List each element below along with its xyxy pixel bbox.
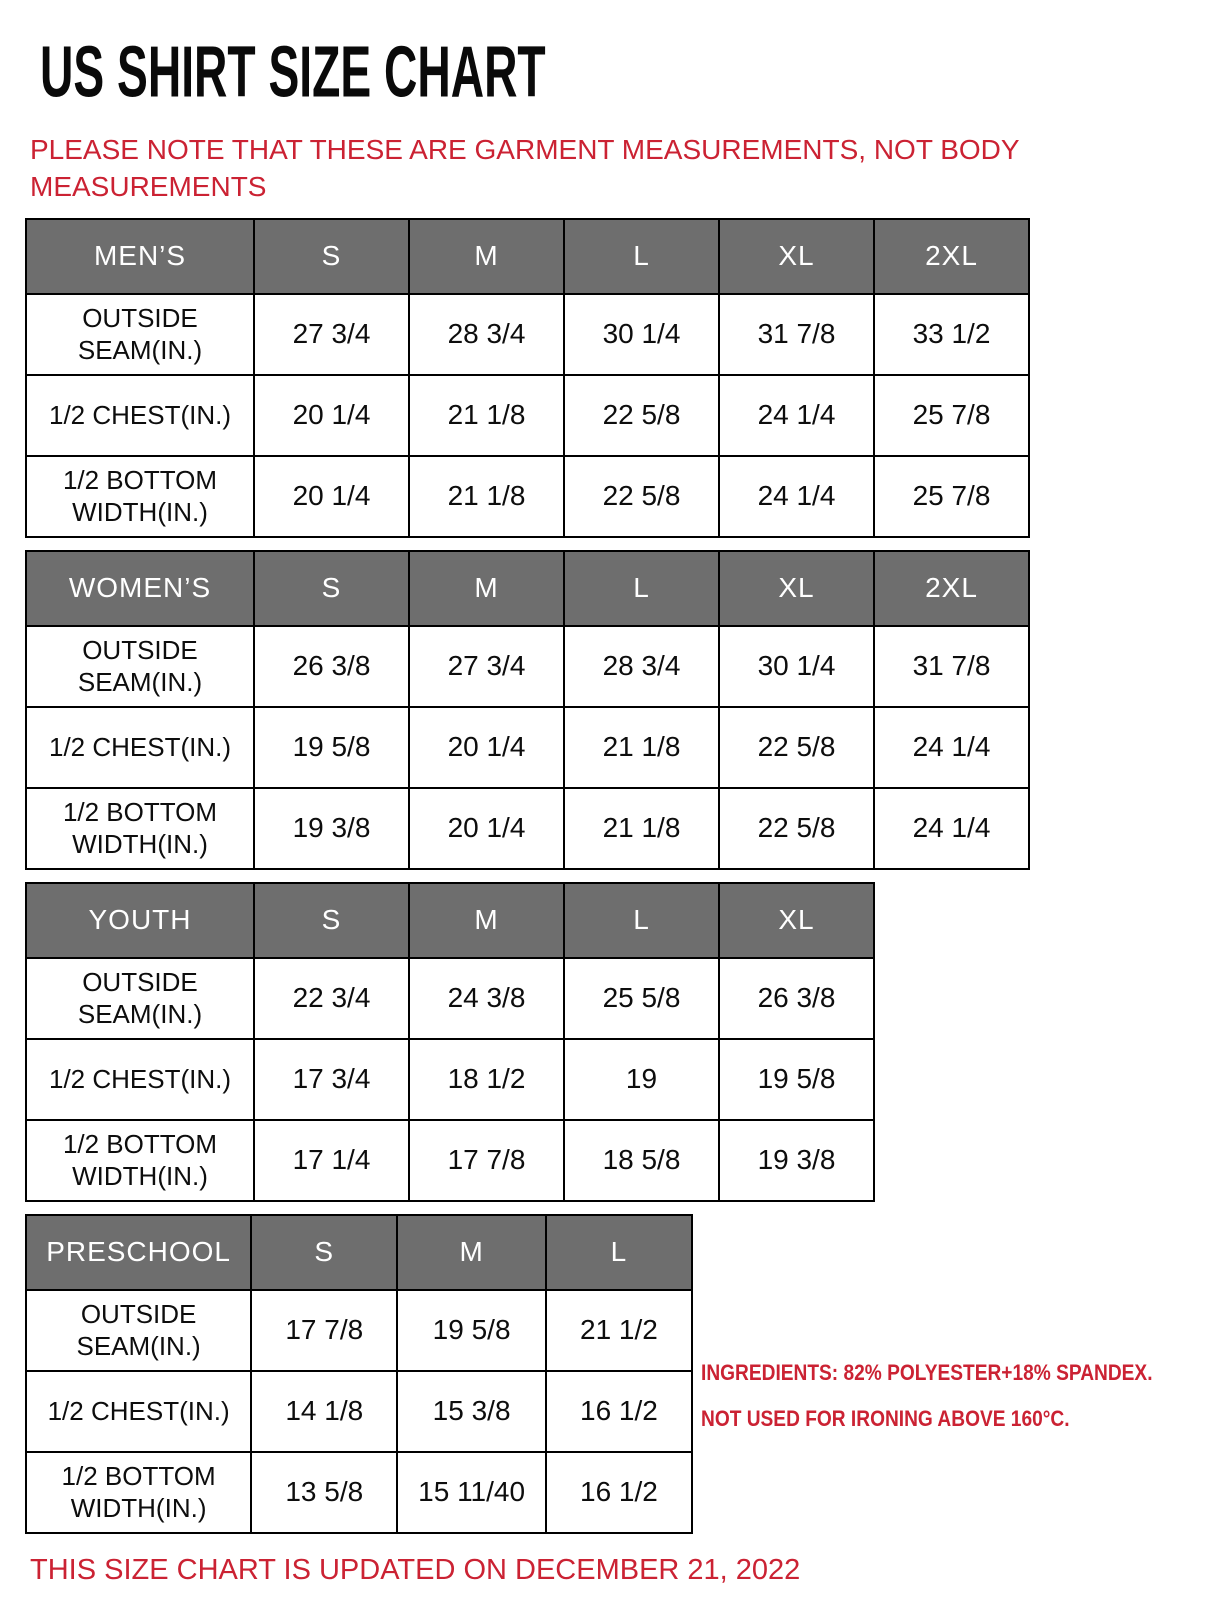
value-cell: 28 3/4: [564, 626, 719, 707]
value-cell: 25 5/8: [564, 958, 719, 1039]
column-header-size: L: [546, 1215, 692, 1290]
size-table-youth: [25, 882, 875, 1202]
value-cell: 26 3/8: [254, 626, 409, 707]
table-row: [26, 788, 1029, 869]
youth-table-slot: [25, 882, 1220, 1202]
value-cell: 25 7/8: [874, 375, 1029, 456]
mens-table-slot: [25, 218, 1220, 538]
value-cell: 22 5/8: [719, 707, 874, 788]
value-cell: 14 1/8: [251, 1371, 397, 1452]
table-row: [26, 294, 1029, 375]
value-cell: 20 1/4: [254, 375, 409, 456]
value-cell: 16 1/2: [546, 1371, 692, 1452]
header-row: [26, 883, 874, 958]
value-cell: 21 1/8: [409, 375, 564, 456]
value-cell: 17 3/4: [254, 1039, 409, 1120]
column-header-size: XL: [719, 219, 874, 294]
value-cell: 24 1/4: [874, 788, 1029, 869]
value-cell: 31 7/8: [874, 626, 1029, 707]
row-label: 1/2 CHEST(IN.): [26, 707, 254, 788]
value-cell: 30 1/4: [719, 626, 874, 707]
table-row: [26, 707, 1029, 788]
value-cell: 24 1/4: [719, 456, 874, 537]
value-cell: 19 3/8: [254, 788, 409, 869]
header-row: [26, 1215, 692, 1290]
value-cell: 27 3/4: [254, 294, 409, 375]
row-label: OUTSIDE SEAM(IN.): [26, 958, 254, 1039]
size-table-mens: [25, 218, 1030, 538]
table-row: [26, 456, 1029, 537]
womens-table-slot: [25, 550, 1220, 870]
column-header-size: S: [254, 219, 409, 294]
table-row: [26, 1371, 692, 1452]
value-cell: 20 1/4: [409, 707, 564, 788]
value-cell: 20 1/4: [254, 456, 409, 537]
table-row: [26, 1290, 692, 1371]
value-cell: 17 1/4: [254, 1120, 409, 1201]
value-cell: 18 1/2: [409, 1039, 564, 1120]
value-cell: 21 1/8: [564, 707, 719, 788]
table-row: [26, 958, 874, 1039]
row-label: 1/2 BOTTOM WIDTH(IN.): [26, 1452, 251, 1533]
row-label: 1/2 CHEST(IN.): [26, 1039, 254, 1120]
value-cell: 24 1/4: [874, 707, 1029, 788]
value-cell: 15 11/40: [397, 1452, 546, 1533]
value-cell: 30 1/4: [564, 294, 719, 375]
column-header-size: L: [564, 551, 719, 626]
group-header-mens: MEN’S: [26, 219, 254, 294]
value-cell: 26 3/8: [719, 958, 874, 1039]
group-header-youth: YOUTH: [26, 883, 254, 958]
table-row: [26, 375, 1029, 456]
value-cell: 22 5/8: [564, 375, 719, 456]
garment-measurements-note: PLEASE NOTE THAT THESE ARE GARMENT MEASUREMENTS, NOT BODY MEASUREMENTS: [30, 134, 1020, 202]
row-label: 1/2 BOTTOM WIDTH(IN.): [26, 788, 254, 869]
column-header-size: XL: [719, 883, 874, 958]
value-cell: 22 3/4: [254, 958, 409, 1039]
value-cell: 19 3/8: [719, 1120, 874, 1201]
column-header-size: M: [409, 551, 564, 626]
column-header-size: M: [409, 883, 564, 958]
value-cell: 24 3/8: [409, 958, 564, 1039]
column-header-size: M: [409, 219, 564, 294]
column-header-size: 2XL: [874, 219, 1029, 294]
column-header-size: L: [564, 883, 719, 958]
value-cell: 19 5/8: [397, 1290, 546, 1371]
table-row: [26, 1039, 874, 1120]
value-cell: 18 5/8: [564, 1120, 719, 1201]
value-cell: 15 3/8: [397, 1371, 546, 1452]
ingredients-line-1: INGREDIENTS: 82% POLYESTER+18% SPANDEX.: [701, 1359, 1153, 1385]
value-cell: 31 7/8: [719, 294, 874, 375]
value-cell: 25 7/8: [874, 456, 1029, 537]
value-cell: 22 5/8: [719, 788, 874, 869]
value-cell: 19 5/8: [254, 707, 409, 788]
value-cell: 21 1/8: [409, 456, 564, 537]
row-label: OUTSIDE SEAM(IN.): [26, 1290, 251, 1371]
column-header-size: M: [397, 1215, 546, 1290]
page-title: US SHIRT SIZE CHART: [40, 31, 546, 113]
row-label: OUTSIDE SEAM(IN.): [26, 626, 254, 707]
row-label: 1/2 BOTTOM WIDTH(IN.): [26, 1120, 254, 1201]
row-label: 1/2 CHEST(IN.): [26, 375, 254, 456]
ingredients-note: [701, 1350, 1153, 1442]
group-header-preschool: PRESCHOOL: [26, 1215, 251, 1290]
value-cell: 27 3/4: [409, 626, 564, 707]
row-label: 1/2 CHEST(IN.): [26, 1371, 251, 1452]
value-cell: 20 1/4: [409, 788, 564, 869]
value-cell: 21 1/8: [564, 788, 719, 869]
value-cell: 17 7/8: [409, 1120, 564, 1201]
column-header-size: L: [564, 219, 719, 294]
ingredients-line-2: NOT USED FOR IRONING ABOVE 160°C.: [701, 1406, 1070, 1432]
size-table-womens: [25, 550, 1030, 870]
column-header-size: 2XL: [874, 551, 1029, 626]
row-label: 1/2 BOTTOM WIDTH(IN.): [26, 456, 254, 537]
value-cell: 28 3/4: [409, 294, 564, 375]
column-header-size: S: [251, 1215, 397, 1290]
value-cell: 22 5/8: [564, 456, 719, 537]
header-row: [26, 551, 1029, 626]
preschool-row: [25, 1202, 1220, 1534]
header-row: [26, 219, 1029, 294]
value-cell: 19 5/8: [719, 1039, 874, 1120]
update-date-footer: THIS SIZE CHART IS UPDATED ON DECEMBER 21, 2022: [30, 1553, 801, 1586]
value-cell: 33 1/2: [874, 294, 1029, 375]
column-header-size: S: [254, 883, 409, 958]
value-cell: 13 5/8: [251, 1452, 397, 1533]
row-label: OUTSIDE SEAM(IN.): [26, 294, 254, 375]
table-row: [26, 626, 1029, 707]
column-header-size: XL: [719, 551, 874, 626]
size-table-preschool: [25, 1214, 693, 1534]
group-header-womens: WOMEN’S: [26, 551, 254, 626]
preschool-table-slot: [25, 1202, 693, 1534]
value-cell: 17 7/8: [251, 1290, 397, 1371]
size-tables-container: [25, 218, 1220, 1534]
value-cell: 19: [564, 1039, 719, 1120]
value-cell: 16 1/2: [546, 1452, 692, 1533]
table-row: [26, 1120, 874, 1201]
column-header-size: S: [254, 551, 409, 626]
table-row: [26, 1452, 692, 1533]
value-cell: 21 1/2: [546, 1290, 692, 1371]
value-cell: 24 1/4: [719, 375, 874, 456]
